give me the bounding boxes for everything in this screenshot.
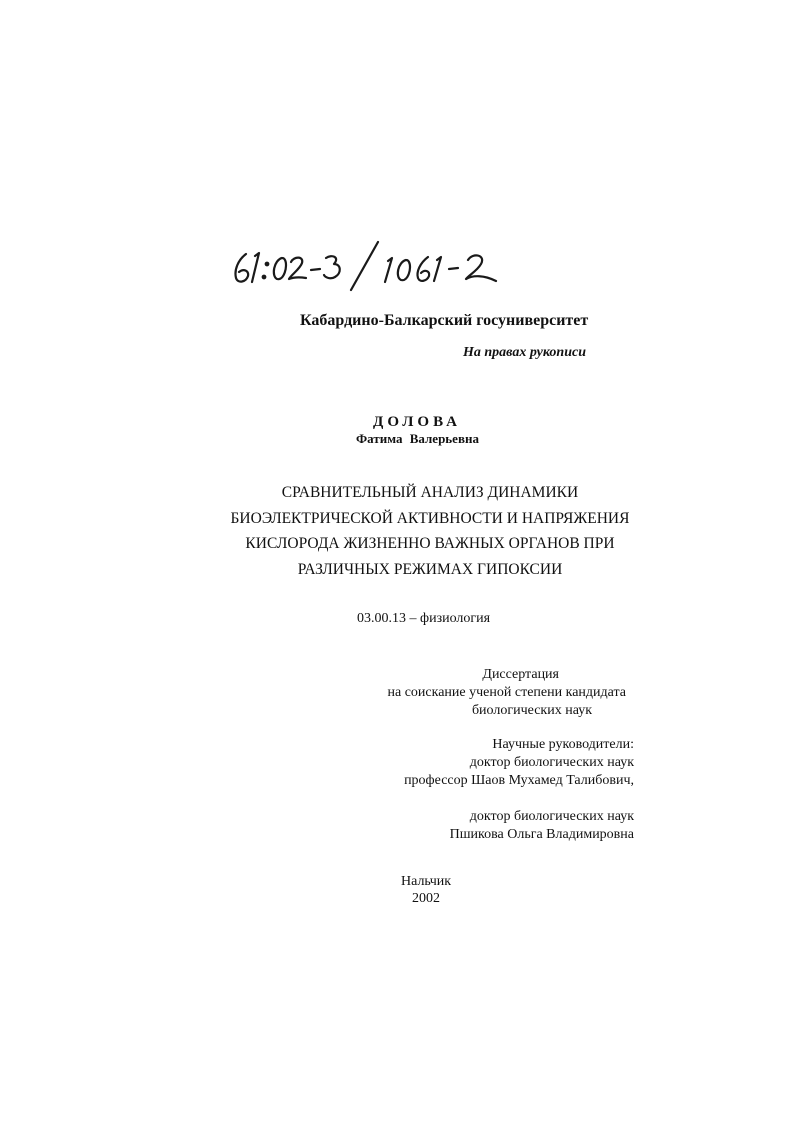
thesis-title-line: БИОЭЛЕКТРИЧЕСКОЙ АКТИВНОСТИ И НАПРЯЖЕНИЯ: [230, 509, 630, 527]
thesis-title-line: СРАВНИТЕЛЬНЫЙ АНАЛИЗ ДИНАМИКИ: [281, 484, 579, 501]
supervisor-degree: доктор биологических наук: [469, 809, 634, 824]
specialty-code: 03.00.13 – физиология: [357, 611, 491, 626]
author-surname: ДОЛОВА: [373, 414, 461, 430]
handwritten-catalog-number-drawing: [228, 236, 508, 292]
handwritten-catalog-number: [228, 236, 508, 292]
year: 2002: [412, 891, 440, 906]
thesis-title-line: РАЗЛИЧНЫХ РЕЖИМАХ ГИПОКСИИ: [297, 560, 563, 578]
city: Нальчик: [401, 874, 452, 889]
university-name: Кабардино-Балкарский госуниверситет: [300, 312, 589, 329]
supervisor-name: Пшикова Ольга Владимировна: [449, 827, 634, 842]
supervisor-degree: доктор биологических наук: [469, 755, 634, 770]
thesis-title: [180, 480, 680, 582]
thesis-title-line: КИСЛОРОДА ЖИЗНЕННО ВАЖНЫХ ОРГАНОВ ПРИ: [245, 535, 615, 552]
author-given-names: Фатима Валерьевна: [356, 431, 479, 446]
degree-line: биологических наук: [471, 703, 592, 718]
rights-note: На правах рукописи: [463, 345, 586, 360]
supervisors-heading: Научные руководители:: [492, 737, 634, 752]
degree-line: Диссертация: [482, 667, 559, 682]
supervisor-name: профессор Шаов Мухамед Талибович,: [404, 773, 634, 788]
degree-line: на соискание ученой степени кандидата: [387, 685, 626, 700]
